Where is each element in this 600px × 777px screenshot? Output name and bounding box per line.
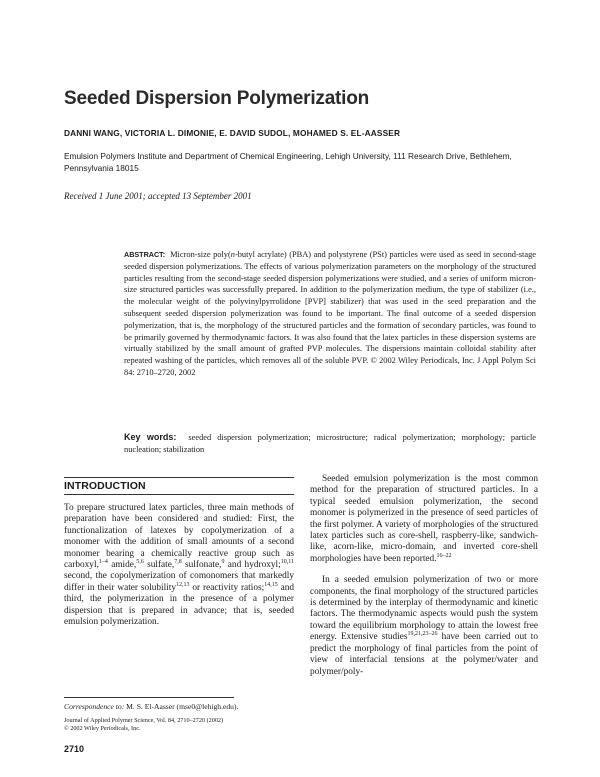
keywords-text: seeded dispersion polymerization; microstructure; radical polymerization; morphology; particle nucleation; stabilization xyxy=(124,433,537,454)
reference-sup: 19,21,23–26 xyxy=(407,631,438,638)
intro-text: To prepare structured latex particles, three main methods of preparation have been considered and studied: First, the functionalization of latexes by copolymerization of a monomer with the addition of small amounts of a second monomer bearing a chemically reactive group such as carboxyl, xyxy=(64,503,294,571)
copyright-line: © 2002 Wiley Periodicals, Inc. xyxy=(64,725,141,732)
footnote-rule xyxy=(64,697,234,698)
author-list: DANNI WANG, VICTORIA L. DIMONIE, E. DAVID SUDOL, MOHAMED S. EL-AASSER xyxy=(64,128,401,138)
intro-text: In a seeded emulsion polymerization of two or more components, the final morphology of the structured particles is determined by the interplay of thermodynamic and kinetic factors. The thermodynamic aspects would push the system toward the equilibrium morphology to attain the lowest free energy. Extensive studies xyxy=(310,575,538,643)
reference-sup: 10,11 xyxy=(280,558,294,565)
reference-sup: 12,13 xyxy=(176,581,190,588)
abstract-label: ABSTRACT: xyxy=(124,250,166,259)
intro-text: and hydroxyl; xyxy=(224,560,281,571)
section-rule-bottom xyxy=(64,494,294,495)
intro-right-column xyxy=(310,474,538,678)
article-title: Seeded Dispersion Polymerization xyxy=(64,88,370,109)
intro-text: amide, xyxy=(107,560,137,571)
abstract-italic-n: n xyxy=(230,250,235,259)
intro-text: sulfate, xyxy=(143,560,175,571)
journal-citation-line: Journal of Applied Polymer Science, Vol. 84, 2710–2720 (2002) xyxy=(64,717,224,724)
footnote-label: Correspondence to: xyxy=(64,702,125,711)
intro-text: or reactivity ratios; xyxy=(189,582,265,593)
intro-paragraph-3 xyxy=(310,575,538,678)
abstract-citation: J Appl Polym Sci 84: 2710–2720, 2002 xyxy=(124,356,537,377)
reference-sup: 9 xyxy=(221,558,225,565)
abstract-text-1: Micron-size poly( xyxy=(170,250,231,259)
intro-paragraph-1 xyxy=(64,503,294,628)
journal-info xyxy=(64,717,223,733)
intro-text: sulfonate, xyxy=(181,560,222,571)
reference-sup: 5,6 xyxy=(136,558,144,565)
intro-text: have been carried out to predict the morphology of final particles from the point of view of interfacial tensions at the polymer/water and polymer/poly- xyxy=(310,632,539,677)
reference-sup: 1–4 xyxy=(98,558,108,565)
reference-sup: 16–22 xyxy=(436,552,452,559)
intro-paragraph-2 xyxy=(310,474,538,565)
abstract xyxy=(124,249,536,379)
intro-left-column xyxy=(64,503,294,628)
affiliation: Emulsion Polymers Institute and Department of Chemical Engineering, Lehigh University, 111 Research Drive, Bethlehem, Pennsylvania 18015 xyxy=(64,151,512,173)
received-dates: Received 1 June 2001; accepted 13 September 2001 xyxy=(64,191,252,201)
reference-sup: 14,15 xyxy=(264,581,278,588)
intro-text: Seeded emulsion polymerization is the most common method for the preparation of structured particles. In a typical seeded emulsion polymerization, the second monomer is polymerized in the presence of seed particles of the first polymer. A variety of morphologies of the structured latex particles such as core-shell, raspberry-like, sandwich-like, acorn-like, micro-domain, and inverted core-shell morphologies have been reported. xyxy=(310,474,538,564)
abstract-text-2: -butyl acrylate) (PBA) and polystyrene (PSt) particles were used as seed in second-stage seeded dispersion polymerizations. The effects of various polymerization parameters on the morphology of the structured particles resulting from the second-stage seeded dispersion polymerizations were studied, and a series of uniform micron-size structured particles was successfully prepared. In addition to the polymerization medium, the type of stabilizer (i.e., the molecular weight of the polyvinylpyrrolidone [PVP] stabilizer) that was used in the seed preparation and the subsequent seeded dispersion polymerization was found to be important. The final outcome of a seeded dispersion polymerization, that is, the morphology of the structured particles and the formation of secondary particles, was found to be primarily governed by thermodynamic factors. It was also found that the latex particles in these dispersion systems are virtually stabilized by the small amount of grafted PVP molecules. The dispersions maintain colloidal stability after repeated washing of the particles, which removes all of the soluble PVP. © 2002 Wiley Periodicals, Inc. xyxy=(124,250,536,366)
intro-text: second, the copolymerization of comonomers that markedly differ in their water solubility xyxy=(64,571,294,593)
section-heading-introduction: INTRODUCTION xyxy=(64,480,146,492)
keywords xyxy=(124,432,536,456)
keywords-label: Key words: xyxy=(124,432,177,442)
correspondence-footnote xyxy=(64,702,304,712)
footnote-text: M. S. El-Aasser (mse0@lehigh.edu). xyxy=(124,702,239,711)
intro-text: and third, the polymerization in the presence of a polymer dispersion that is prepared in advance; that is, seeded emulsion polymerization. xyxy=(64,582,294,628)
section-rule-top xyxy=(64,477,294,478)
reference-sup: 7,8 xyxy=(174,558,182,565)
page-number: 2710 xyxy=(64,744,85,754)
